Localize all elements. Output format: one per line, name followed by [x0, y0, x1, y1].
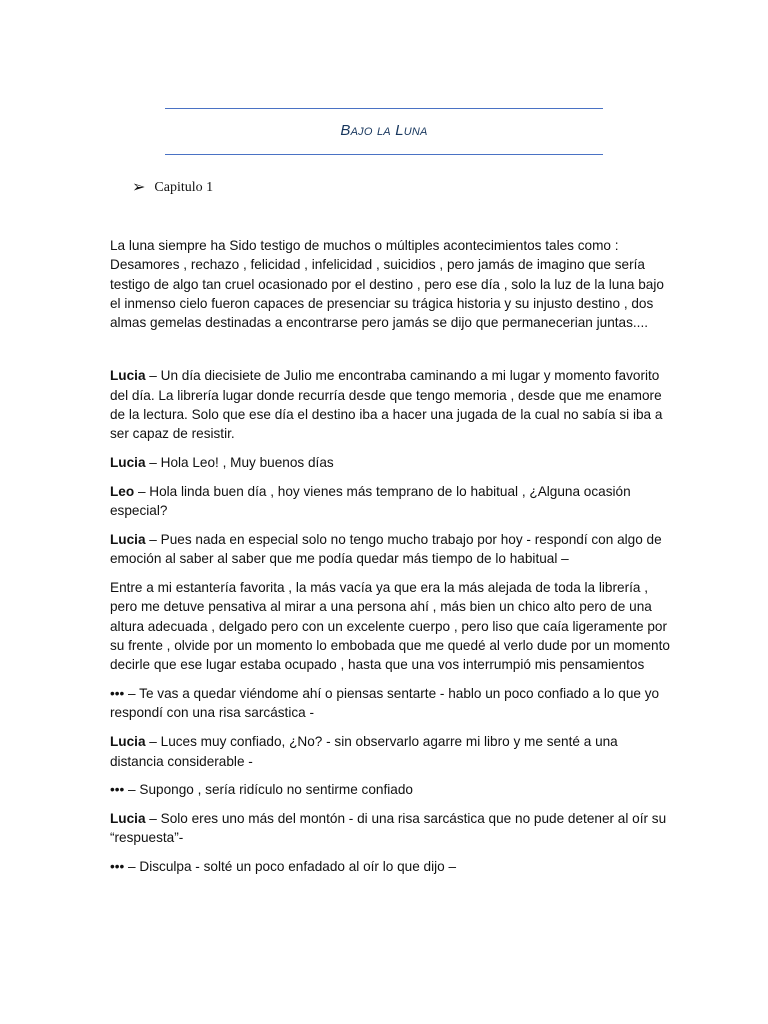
speaker-name: Leo — [110, 483, 135, 499]
speaker-name: Lucia — [110, 532, 146, 548]
paragraph-text: ••• – Disculpa - solté un poco enfadado al oír lo que dijo – — [110, 859, 457, 875]
paragraph — [110, 684, 670, 723]
paragraph-text: Entre a mi estantería favorita , la más vacía ya que era la más alejada de toda la librería , pero me detuve pensativa al mirar a una persona ahí , más bien un chico alto pero de una altura adecuada , delgado pero con un excelente cuerpo , pero liso que caía ligeramente por su frente , olvide por un momento lo embobada que me quedé al verlo dude por un momento decirle que ese lugar estaba ocupado , hasta que una vos interrumpió mis pensamientos — [110, 580, 670, 673]
paragraph-text: – Hola linda buen día , hoy vienes más temprano de lo habitual , ¿Alguna ocasión especial? — [110, 483, 631, 519]
paragraph-text: – Hola Leo! , Muy buenos días — [145, 455, 334, 471]
paragraph-text: – Un día diecisiete de Julio me encontraba caminando a mi lugar y momento favorito del día. La librería lugar donde recurría desde que tengo memoria , desde que me enamore de la lectura. Solo que ese día el destino iba a hacer una jugada de la cual no sabía si iba a ser capaz de resistir. — [110, 368, 663, 442]
paragraph — [110, 780, 670, 799]
document-title: Bajo la Luna — [340, 122, 428, 139]
speaker-name: Lucia — [110, 734, 146, 750]
paragraph-text: La luna siempre ha Sido testigo de muchos o múltiples acontecimientos tales como : Desamores , rechazo , felicidad , infelicidad , suicidios , pero jamás de imagino que sería testigo de algo tan cruel ocasionado por el destino , pero ese día , solo la luz de la luna bajo el inmenso cielo fueron capaces de presenciar su trágica historia y su injusto destino , dos almas gemelas destinadas a encontrarse pero jamás se dijo que permanecerian juntas.... — [110, 238, 664, 331]
paragraph — [110, 809, 670, 848]
paragraph-text: – Pues nada en especial solo no tengo mucho trabajo por hoy - respondí con algo de emoción al saber al saber que me podía quedar más tiempo de lo habitual – — [110, 532, 662, 567]
speaker-name: Lucia — [110, 811, 146, 827]
paragraph — [110, 732, 670, 771]
arrow-bullet-icon: ➢ — [132, 179, 146, 196]
speaker-name: Lucia — [110, 368, 146, 384]
speaker-name: Lucia — [110, 455, 146, 471]
document-body — [110, 236, 670, 886]
chapter-heading — [132, 180, 213, 196]
paragraph — [110, 236, 670, 332]
paragraph — [110, 530, 670, 569]
chapter-label: Capitulo 1 — [154, 180, 214, 195]
paragraph — [110, 366, 670, 443]
title-top-rule — [165, 108, 603, 109]
paragraph-text: ••• – Supongo , sería ridículo no sentirme confiado — [110, 782, 413, 798]
paragraph — [110, 578, 670, 674]
paragraph — [110, 482, 670, 521]
paragraph-text: – Solo eres uno más del montón - di una risa sarcástica que no pude detener al oír su “respuesta”- — [110, 811, 667, 846]
paragraph-text: ••• – Te vas a quedar viéndome ahí o piensas sentarte - hablo un poco confiado a lo que yo respondí con una risa sarcástica - — [110, 686, 660, 721]
paragraph — [110, 453, 670, 472]
paragraph — [110, 857, 670, 876]
title-bottom-rule — [165, 154, 603, 155]
paragraph-text: – Luces muy confiado, ¿No? - sin observarlo agarre mi libro y me senté a una distancia considerable - — [110, 734, 618, 769]
